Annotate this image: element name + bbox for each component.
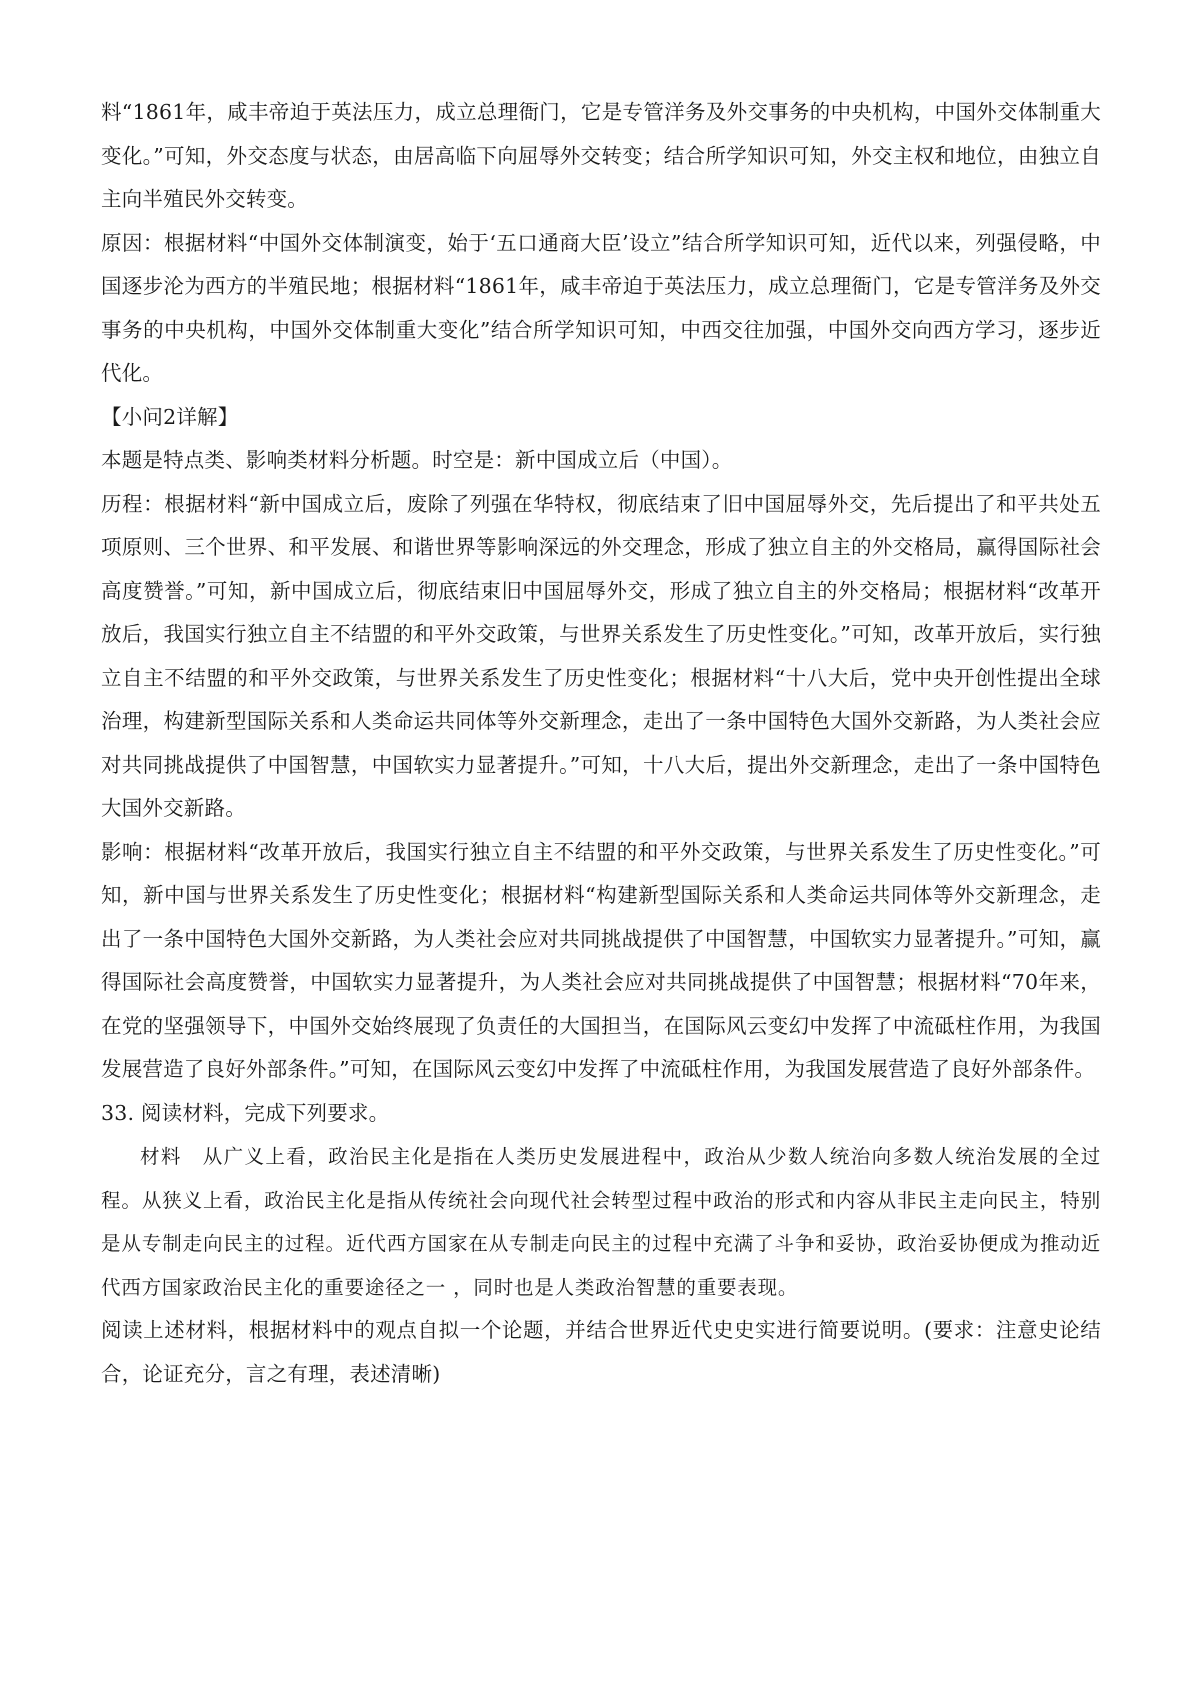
answer-paragraph-1: 料“1861年，咸丰帝迫于英法压力，成立总理衙门，它是专管洋务及外交事务的中央机构，中国外交体制重大变化。”可知，外交态度与状态，由居高临下向屈辱外交转变；结合所学知识可知，外交主权和地位，由独立自主向半殖民外交转变。 xyxy=(101,100,1101,211)
document-page xyxy=(101,91,1101,1396)
process-paragraph: 历程：根据材料“新中国成立后，废除了列强在华特权，彻底结束了旧中国屈辱外交，先后提出了和平共处五项原则、三个世界、和平发展、和谐世界等影响深远的外交理念，形成了独立自主的外交格局，赢得国际社会高度赞誉。”可知，新中国成立后，彻底结束旧中国屈辱外交，形成了独立自主的外交格局；根据材料“改革开放后，我国实行独立自主不结盟的和平外交政策，与世界关系发生了历史性变化。”可知，改革开放后，实行独立自主不结盟的和平外交政策，与世界关系发生了历史性变化；根据材料“十八大后，党中央开创性提出全球治理，构建新型国际关系和人类命运共同体等外交新理念，走出了一条中国特色大国外交新路，为人类社会应对共同挑战提供了中国智慧，中国软实力显著提升。”可知，十八大后，提出外交新理念，走出了一条中国特色大国外交新路。 xyxy=(101,491,1101,820)
impact-paragraph: 影响：根据材料“改革开放后，我国实行独立自主不结盟的和平外交政策，与世界关系发生了历史性变化。”可知，新中国与世界关系发生了历史性变化；根据材料“构建新型国际关系和人类命运共同体等外交新理念，走出了一条中国特色大国外交新路，为人类社会应对共同挑战提供了中国智慧，中国软实力显著提升。”可知，赢得国际社会高度赞誉，中国软实力显著提升，为人类社会应对共同挑战提供了中国智慧；根据材料“70年来，在党的坚强领导下，中国外交始终展现了负责任的大国担当，在国际风云变幻中发挥了中流砥柱作用，为我国发展营造了良好外部条件。”可知，在国际风云变幻中发挥了中流砥柱作用，为我国发展营造了良好外部条件。 xyxy=(101,839,1101,1081)
sub-question-2-heading: 【小问2详解】 xyxy=(101,404,239,429)
question-type-paragraph: 本题是特点类、影响类材料分析题。时空是：新中国成立后（中国）。 xyxy=(101,448,733,472)
question-33-material: 材料 从广义上看，政治民主化是指在人类历史发展进程中，政治从少数人统治向多数人统治发展的全过程。从狭义上看，政治民主化是指从传统社会向现代社会转型过程中政治的形式和内容从非民主走向民主，特别是从专制走向民主的过程。近代西方国家在从专制走向民主的过程中充满了斗争和妥协，政治妥协便成为推动近代西方国家政治民主化的重要途径之一 ，同时也是人类政治智慧的重要表现。 xyxy=(101,1145,1101,1299)
question-33-requirement: 阅读上述材料，根据材料中的观点自拟一个论题，并结合世界近代史史实进行简要说明。(要求：注意史论结合，论证充分，言之有理，表述清晰) xyxy=(101,1318,1101,1386)
answer-paragraph-reason: 原因：根据材料“中国外交体制演变，始于‘五口通商大臣’设立”结合所学知识可知，近代以来，列强侵略，中国逐步沦为西方的半殖民地；根据材料“1861年，咸丰帝迫于英法压力，成立总理衙门，它是专管洋务及外交事务的中央机构，中国外交体制重大变化”结合所学知识可知，中西交往加强，中国外交向西方学习，逐步近代化。 xyxy=(101,230,1101,385)
question-33-heading: 33. 阅读材料，完成下列要求。 xyxy=(101,1100,390,1125)
